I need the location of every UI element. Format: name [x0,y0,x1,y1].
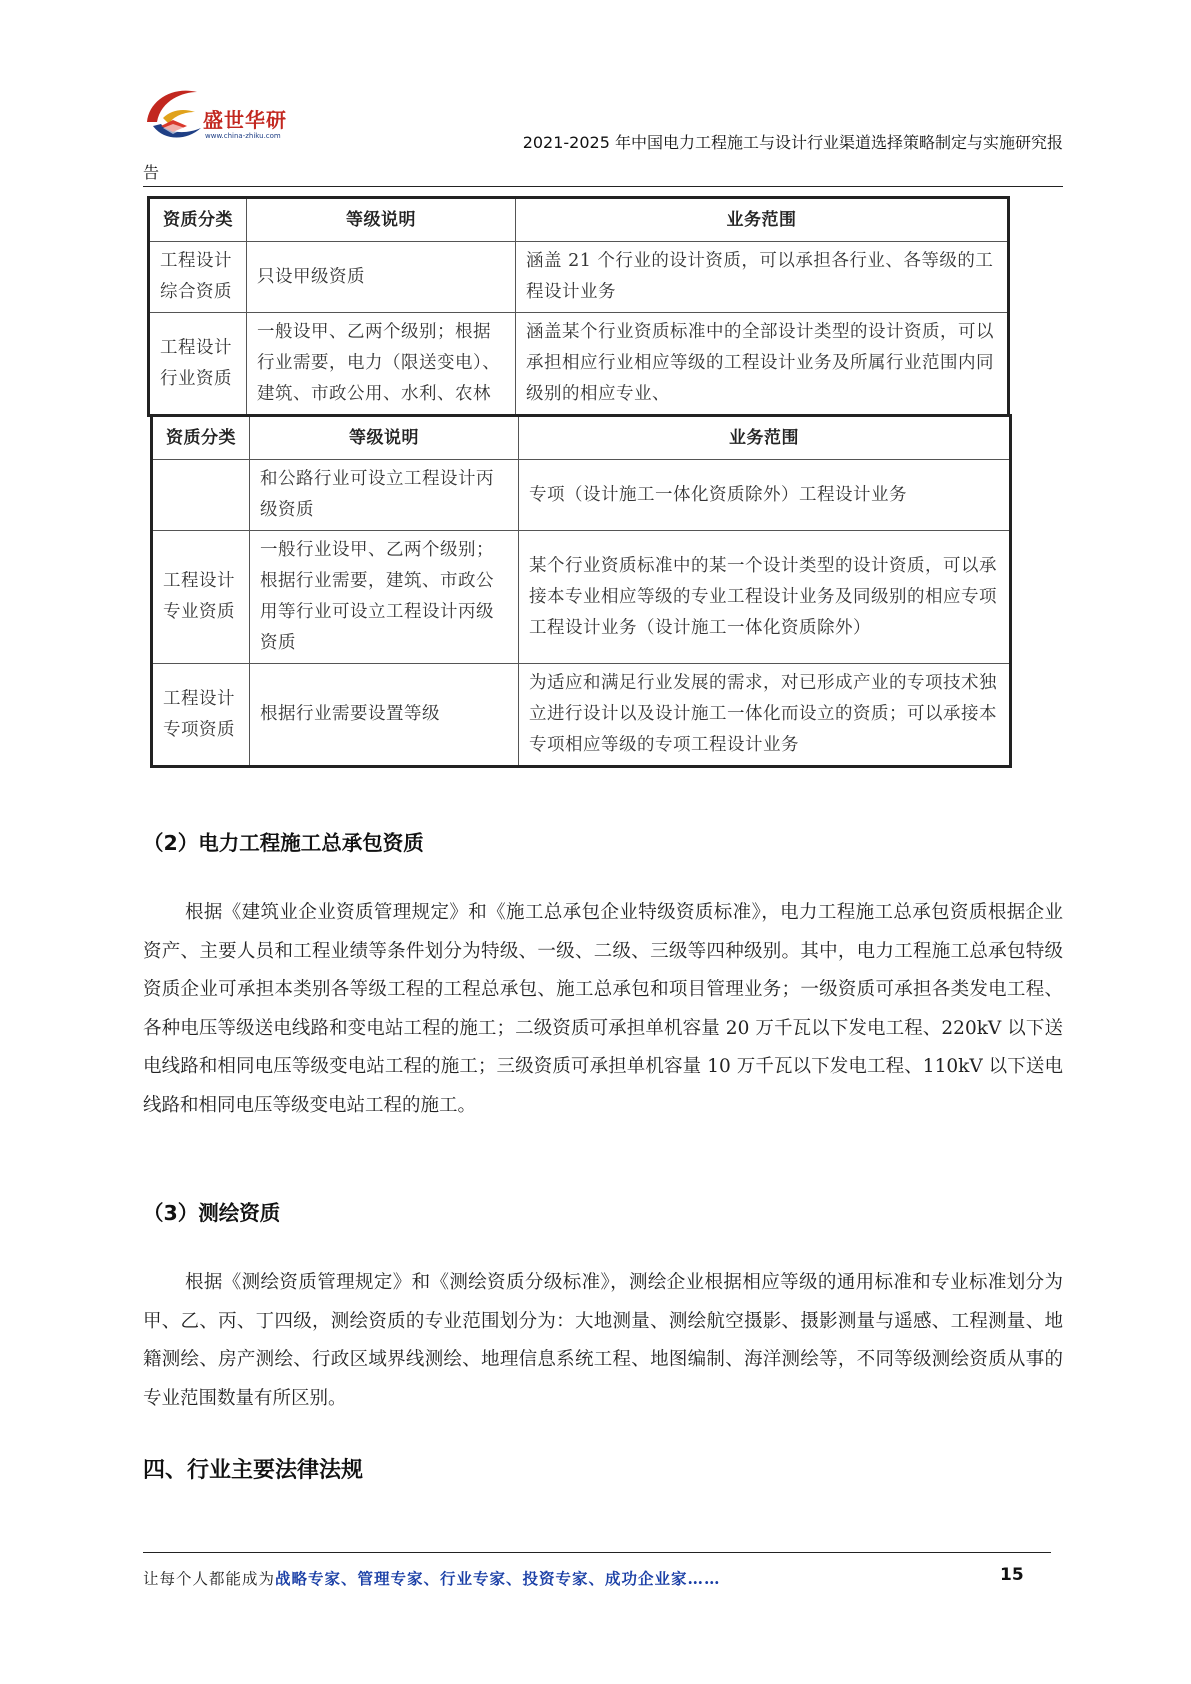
cell-grade: 和公路行业可设立工程设计丙级资质 [250,460,519,531]
header-grade: 等级说明 [247,198,516,242]
table-header-row [149,198,1009,242]
table-row [152,460,1011,531]
report-title-line1: 2021-2025 年中国电力工程施工与设计行业渠道选择策略制定与实施研究报 [522,133,1063,152]
header-divider [143,186,1063,187]
footer-slogan-emphasis: 战略专家、管理专家、行业专家、投资专家、成功企业家…… [275,1569,721,1588]
section-heading-surveying: （3）测绘资质 [143,1201,281,1225]
table-header-row [152,416,1011,460]
cell-scope: 某个行业资质标准中的某一个设计类型的设计资质，可以承接本专业相应等级的专业工程设计业务及同级别的相应专项工程设计业务（设计施工一体化资质除外） [519,531,1011,664]
table-row [149,313,1009,416]
report-title-line2: 告 [143,163,160,182]
table-row [152,531,1011,664]
logo-url: www.china-zhiku.com [205,132,281,140]
cell-category: 工程设计专业资质 [152,531,250,664]
logo-name: 盛世华研 [203,108,287,132]
table-row [152,664,1011,767]
header-category: 资质分类 [152,416,250,460]
cell-category: 工程设计行业资质 [149,313,247,416]
cell-grade: 一般行业设甲、乙两个级别；根据行业需要，建筑、市政公用等行业可设立工程设计丙级资质 [250,531,519,664]
cell-grade: 根据行业需要设置等级 [250,664,519,767]
header-category: 资质分类 [149,198,247,242]
footer-slogan [143,1567,721,1589]
cell-category [152,460,250,531]
cell-scope: 涵盖 21 个行业的设计资质，可以承担各行业、各等级的工程设计业务 [516,242,1009,313]
footer-slogan-prefix: 让每个人都能成为 [143,1570,276,1588]
paragraph-power-contracting: 根据《建筑业企业资质管理规定》和《施工总承包企业特级资质标准》，电力工程施工总承包资质根据企业资产、主要人员和工程业绩等条件划分为特级、一级、二级、三级等四种级别。其中，电力工程施工总承包特级资质企业可承担本类别各等级工程的工程总承包、施工总承包和项目管理业务；一级资质可承担各类发电工程、各种电压等级送电线路和变电站工程的施工；二级资质可承担单机容量 20 万千瓦以下发电工程、220kV 以下送电线路和相同电压等级变电站工程的施工；三级资质可承担单机容量 10 万千瓦以下发电工程、110kV 以下送电线路和相同电压等级变电站工程的施工。 [143,902,1063,1116]
chapter-heading-laws: 四、行业主要法律法规 [143,1458,364,1483]
cell-category: 工程设计综合资质 [149,242,247,313]
header-scope: 业务范围 [516,198,1009,242]
cell-scope: 专项（设计施工一体化资质除外）工程设计业务 [519,460,1011,531]
header-scope: 业务范围 [519,416,1011,460]
cell-category: 工程设计专项资质 [152,664,250,767]
footer-divider [143,1552,1051,1553]
page-number: 15 [1000,1565,1024,1585]
page-header [143,82,1063,192]
cell-grade: 一般设甲、乙两个级别；根据行业需要，电力（限送变电）、建筑、市政公用、水利、农林 [247,313,516,416]
header-grade: 等级说明 [250,416,519,460]
cell-scope: 涵盖某个行业资质标准中的全部设计类型的设计资质，可以承担相应行业相应等级的工程设计业务及所属行业范围内同级别的相应专业、 [516,313,1009,416]
section-heading-power-contracting: （2）电力工程施工总承包资质 [143,831,424,855]
qualification-table-2 [150,414,1012,768]
cell-scope: 为适应和满足行业发展的需求，对已形成产业的专项技术独立进行设计以及设计施工一体化而设立的资质；可以承接本专项相应等级的专项工程设计业务 [519,664,1011,767]
report-title [143,128,1063,188]
table-row [149,242,1009,313]
qualification-table-1 [147,196,1010,417]
cell-grade: 只设甲级资质 [247,242,516,313]
paragraph-surveying: 根据《测绘资质管理规定》和《测绘资质分级标准》，测绘企业根据相应等级的通用标准和专业标准划分为甲、乙、丙、丁四级，测绘资质的专业范围划分为：大地测量、测绘航空摄影、摄影测量与遥感、工程测量、地籍测绘、房产测绘、行政区域界线测绘、地理信息系统工程、地图编制、海洋测绘等，不同等级测绘资质从事的专业范围数量有所区别。 [143,1272,1063,1409]
